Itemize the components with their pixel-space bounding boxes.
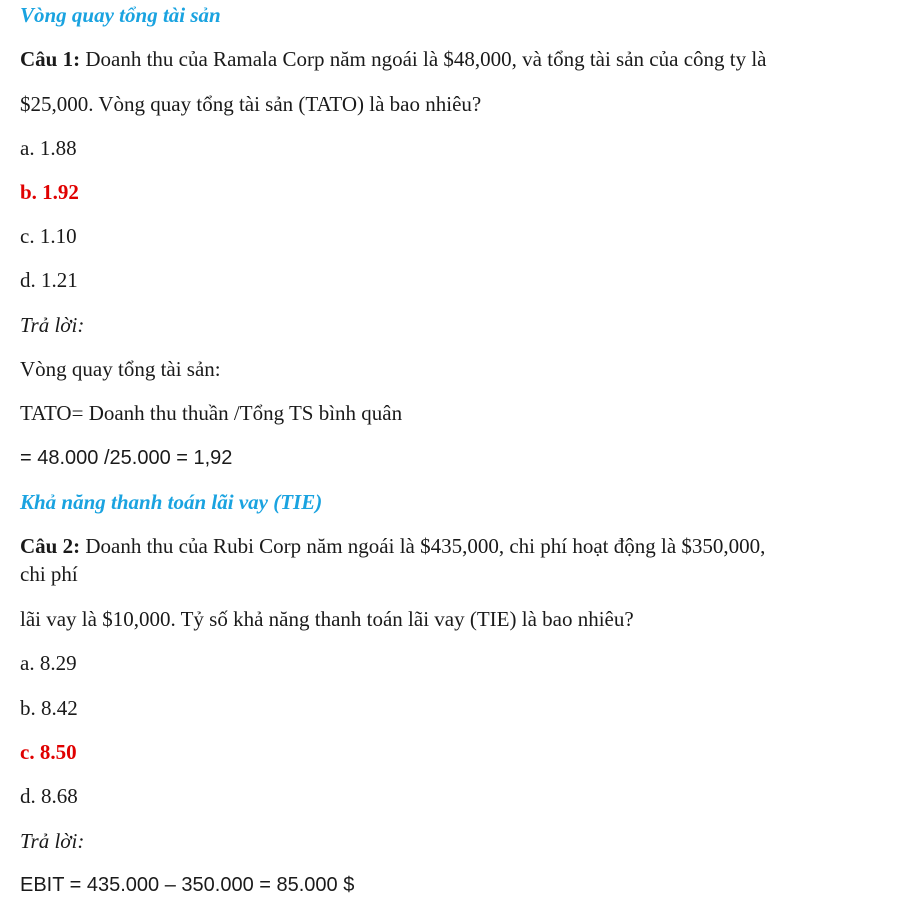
question-2-line-1b: chi phí [20, 562, 78, 586]
question-2-line-1 [20, 533, 894, 559]
question-1-option-c: c. 1.10 [20, 224, 77, 248]
question-2-option-d: d. 8.68 [20, 784, 78, 808]
question-2-text-1: Doanh thu của Rubi Corp năm ngoái là $435,000, chi phí hoạt động là $350,000, [80, 534, 766, 558]
question-1-line-2: $25,000. Vòng quay tổng tài sản (TATO) là bao nhiêu? [20, 92, 482, 116]
question-2-answer-label: Trả lời: [20, 829, 85, 853]
question-1-explanation-2: TATO= Doanh thu thuần /Tổng TS bình quân [20, 401, 403, 425]
section-heading-tie: Khả năng thanh toán lãi vay (TIE) [20, 490, 323, 514]
question-1-explanation-1: Vòng quay tổng tài sản: [20, 357, 221, 381]
question-1-text-1: Doanh thu của Ramala Corp năm ngoái là $48,000, và tổng tài sản của công ty là [80, 47, 767, 71]
question-1-line-1 [20, 46, 894, 72]
question-2-line-2: lãi vay là $10,000. Tỷ số khả năng thanh toán lãi vay (TIE) là bao nhiêu? [20, 607, 634, 631]
question-2-option-c: c. 8.50 [20, 740, 77, 764]
question-2-option-a: a. 8.29 [20, 651, 77, 675]
question-1-option-d: d. 1.21 [20, 268, 78, 292]
question-1-option-b: b. 1.92 [20, 180, 79, 204]
section-heading-tato: Vòng quay tổng tài sản [20, 3, 221, 27]
question-1-explanation-3: = 48.000 /25.000 = 1,92 [20, 447, 233, 469]
question-1-answer-label: Trả lời: [20, 313, 85, 337]
question-2-number: Câu 2: [20, 534, 81, 558]
question-2-explanation-1: EBIT = 435.000 – 350.000 = 85.000 $ [20, 874, 355, 896]
question-1-number: Câu 1: [20, 47, 81, 71]
question-2-option-b: b. 8.42 [20, 696, 78, 720]
question-1-option-a: a. 1.88 [20, 136, 77, 160]
